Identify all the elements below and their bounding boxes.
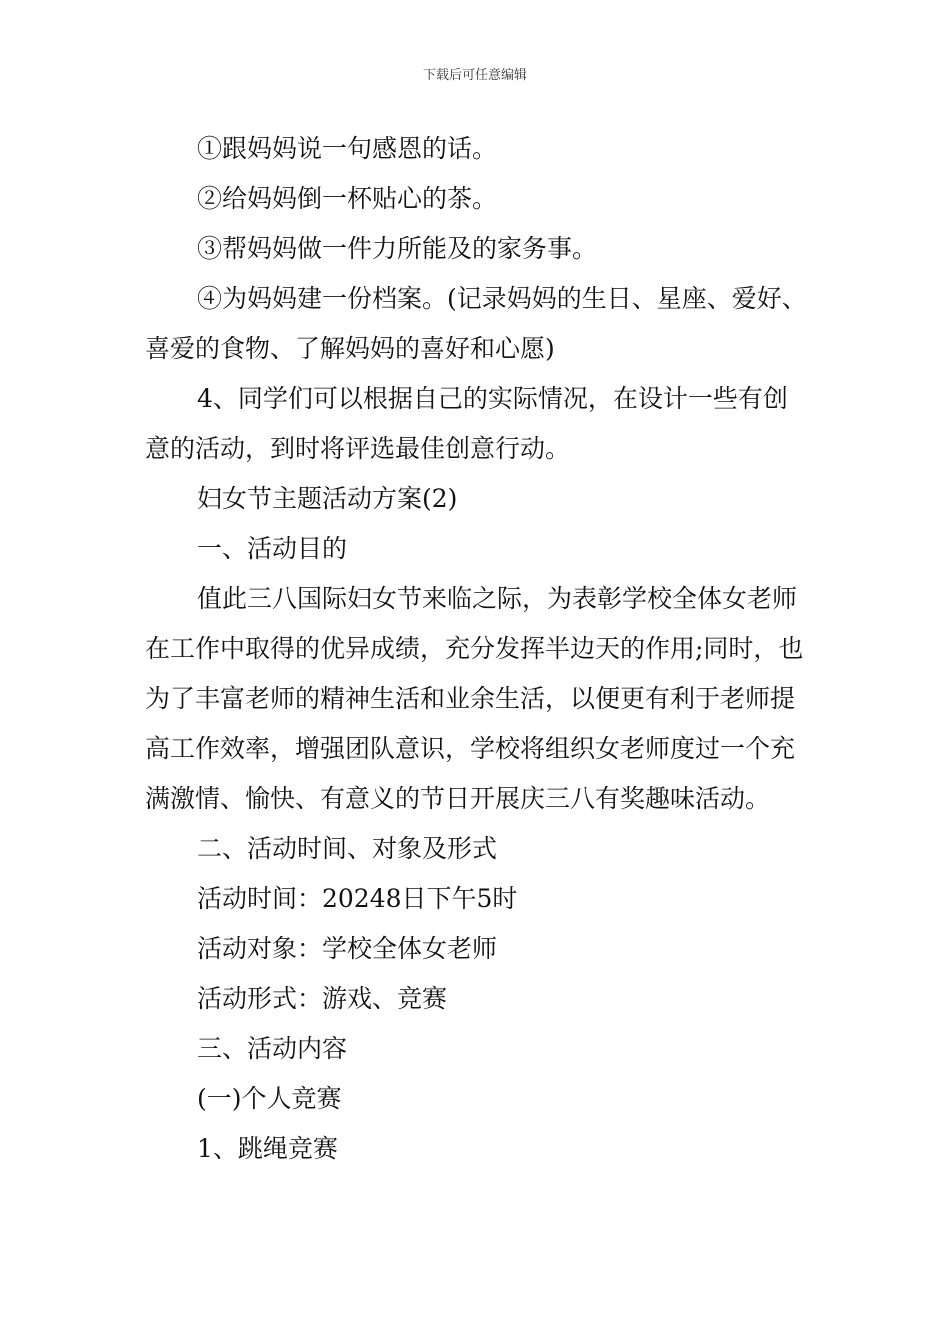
paragraph-item-4: ④为妈妈建一份档案。(记录妈妈的生日、星座、爱好、喜爱的食物、了解妈妈的喜好和心愿) — [145, 284, 807, 363]
subheading-individual: (一)个人竞赛 — [197, 1084, 342, 1113]
paragraph-item-2: ②给妈妈倒一杯贴心的茶。 — [197, 184, 498, 213]
heading-content: 三、活动内容 — [197, 1034, 348, 1063]
activity-target: 活动对象：学校全体女老师 — [197, 934, 498, 963]
activity-time: 活动时间：20248日下午5时 — [197, 884, 518, 913]
paragraph-purpose: 值此三八国际妇女节来临之际，为表彰学校全体女老师在工作中取得的优异成绩，充分发挥半边天的作用;同时，也为了丰富老师的精神生活和业余生活，以便更有利于老师提高工作效率，增强团队意识，学校将组织女老师度过一个充满激情、愉快、有意义的节日开展庆三八有奖趣味活动。 — [145, 584, 804, 813]
paragraph-item-3: ③帮妈妈做一件力所能及的家务事。 — [197, 234, 598, 263]
activity-form: 活动形式：游戏、竞赛 — [197, 984, 448, 1013]
heading-time-target-form: 二、活动时间、对象及形式 — [197, 834, 498, 863]
document-body — [145, 124, 810, 1174]
paragraph-item-5: 4、同学们可以根据自己的实际情况，在设计一些有创意的活动，到时将评选最佳创意行动。 — [145, 384, 788, 463]
section-title: 妇女节主题活动方案(2) — [197, 484, 458, 513]
item-rope-skipping: 1、跳绳竞赛 — [197, 1134, 338, 1163]
paragraph-item-1: ①跟妈妈说一句感恩的话。 — [197, 134, 498, 163]
page-header-note: 下载后可任意编辑 — [422, 68, 527, 83]
heading-purpose: 一、活动目的 — [197, 534, 348, 563]
